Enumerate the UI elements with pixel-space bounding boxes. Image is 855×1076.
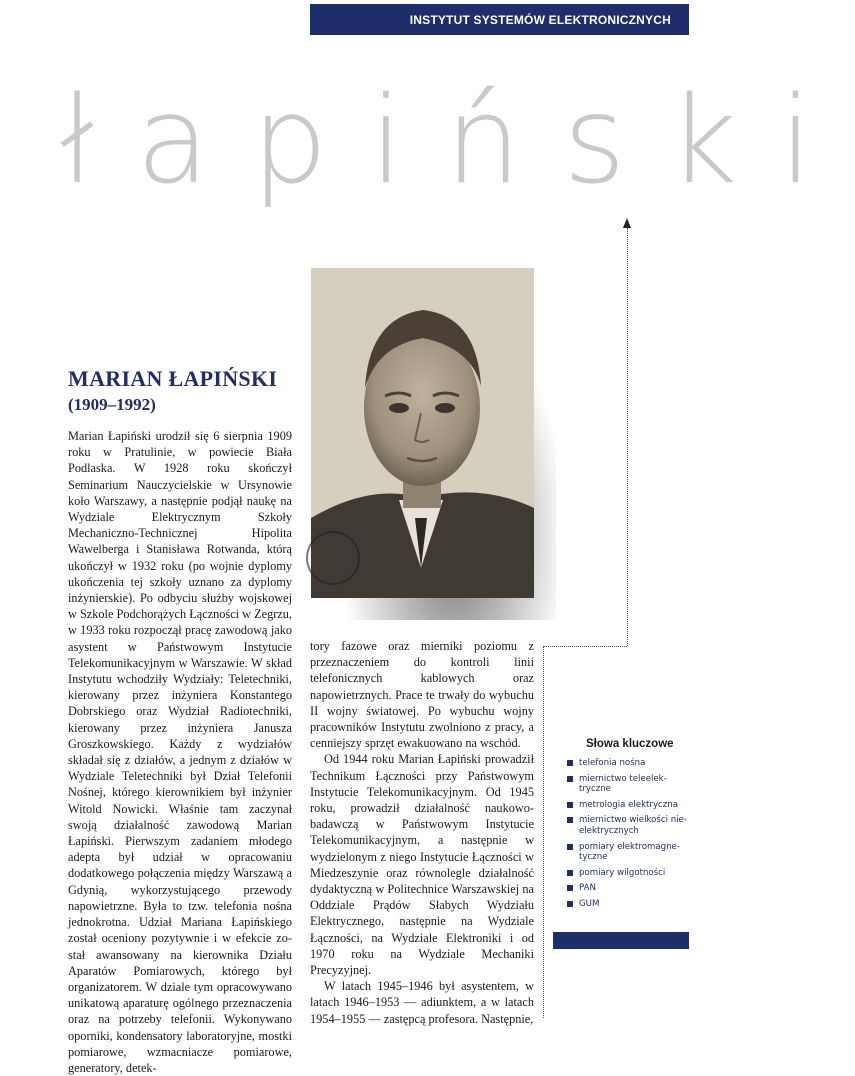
institute-name: INSTYTUT SYSTEMÓW ELEKTRONICZNYCH (409, 12, 671, 27)
keyword-item: miernictwo wielkości nieelektrycznych (566, 815, 689, 836)
footer-accent-bar (553, 932, 689, 949)
paragraph: Marian Łapiński urodził się 6 sierpnia 1909 roku w Pratulinie, w powiecie Biała Podlaska. W 1928 roku skończył Seminarium Nauczycielskie w Ursynowie koło Warszawy, a następnie podjął naukę na Wydziale Elektrycznym Szkoły Mechaniczno-Technicznej Hipolita Wawelberga i Stanisława Rotwanda, którą ukończył w 1932 roku (po wojnie dyplomy ukończenia tej szkoły uznano za dyplomy inżynierskie). Po odbyciu służby wojskowej w Szkole Podchorążych Łączności w Zegrzu, w 1933 roku rozpoczął pracę zawodową jako asystent w Państwowym Instytucie Telekomunikacyjnym w Warszawie. W skład Instytutu wchodziły Wydziały: Teletechniki, kierowany przez inżyniera Konstantego Dobrskiego oraz Wydział Radiotechniki, kierowany przez inżyniera Janusza Groszkowskiego. Każdy z wydziałów składał się z działów, a jednym z działów w Wydziale Teletechniki był Dział Telefonii Nośnej, którego kierownikiem był inżynier Witold Nowicki. Właśnie tam zaczynał swoją działalność zawodową Marian Łapiński. Pierwszym zadaniem młodego adepta był udział w opracowaniu dodatkowego połączenia między Warszawą a Gdynią, wykorzystującego przewody napowietrzne. Była to tzw. telefonia nośna jednokrotna. Udział Mariana Łapińskiego został oceniony pozytywnie i w efekcie został awansowany na kierownika Działu Aparatów Pomiarowych, którego był organizatorem. W dziale tym opracowywano unikatową aparaturę ogólnego przeznaczenia oraz na potrzeby telefonii. Wykonywano oporniki, kondensatory laboratoryjne, mostki pomiarowe, wzmacniacze pomiarowe, generatory, detek- (68, 429, 292, 1075)
paragraph: W latach 1945–1946 był asystentem, w latach 1946–1953 — adiunktem, a w latach 1954–1955 — zastępcą profesora. Następnie, (310, 979, 534, 1026)
article-column-2 (310, 638, 534, 1027)
keywords-title: Słowa kluczowe (586, 738, 674, 750)
keyword-item: pomiary wilgotności (566, 868, 689, 879)
keyword-item: pomiary elektromagnetyczne (566, 842, 689, 863)
keywords-list (566, 758, 689, 910)
article-column-1 (68, 428, 292, 1076)
keyword-item: PAN (566, 883, 689, 894)
dotted-connector-column (543, 646, 544, 1018)
portrait-photo (311, 268, 534, 598)
paragraph: tory fazowe oraz mierniki poziomu z przeznaczeniem do kontroli linii telefonicznych kablowych oraz napowietrznych. Prace te trwały do wybuchu II wojny światowej. Po wybuchu wojny pracowników Instytutu zwolniono z pracy, a cenniejszy sprzęt ewakuowano na wschód. (310, 639, 534, 751)
surname-watermark: łapiński (60, 72, 855, 211)
keywords-box (566, 738, 689, 915)
keyword-item: miernictwo teleelektryczne (566, 774, 689, 795)
dotted-connector-horizontal (543, 646, 627, 647)
keyword-item: GUM (566, 899, 689, 910)
arrow-up-icon (623, 218, 631, 228)
keyword-item: telefonia nośna (566, 758, 689, 769)
portrait-illustration (311, 268, 534, 598)
institute-header-bar (310, 4, 689, 35)
paragraph: Od 1944 roku Marian Łapiński prowadził Technikum Łączności przy Państwowym Instytucie Telekomunikacyjnym. Od 1945 roku, prowadził działalność naukowo-badawczą w Państwowym Instytucie Telekomunikacyjnym, a następnie w wydzielonym z niego Instytucie Łączności w Miedzeszynie oraz równolegle działalność dydaktyczną w Politechnice Warszawskiej na Oddziale Prądów Słabych Wydziału Elektrycznego, następnie na Wydziale Łączności, na Wydziale Elektroniki i od 1970 roku na Wydziale Mechaniki Precyzyjnej. (310, 752, 534, 978)
life-years: (1909–1992) (68, 395, 156, 414)
keyword-item: metrologia elektryczna (566, 800, 689, 811)
dotted-connector-vertical (627, 228, 628, 646)
person-name-heading: MARIAN ŁAPIŃSKI (68, 366, 278, 391)
